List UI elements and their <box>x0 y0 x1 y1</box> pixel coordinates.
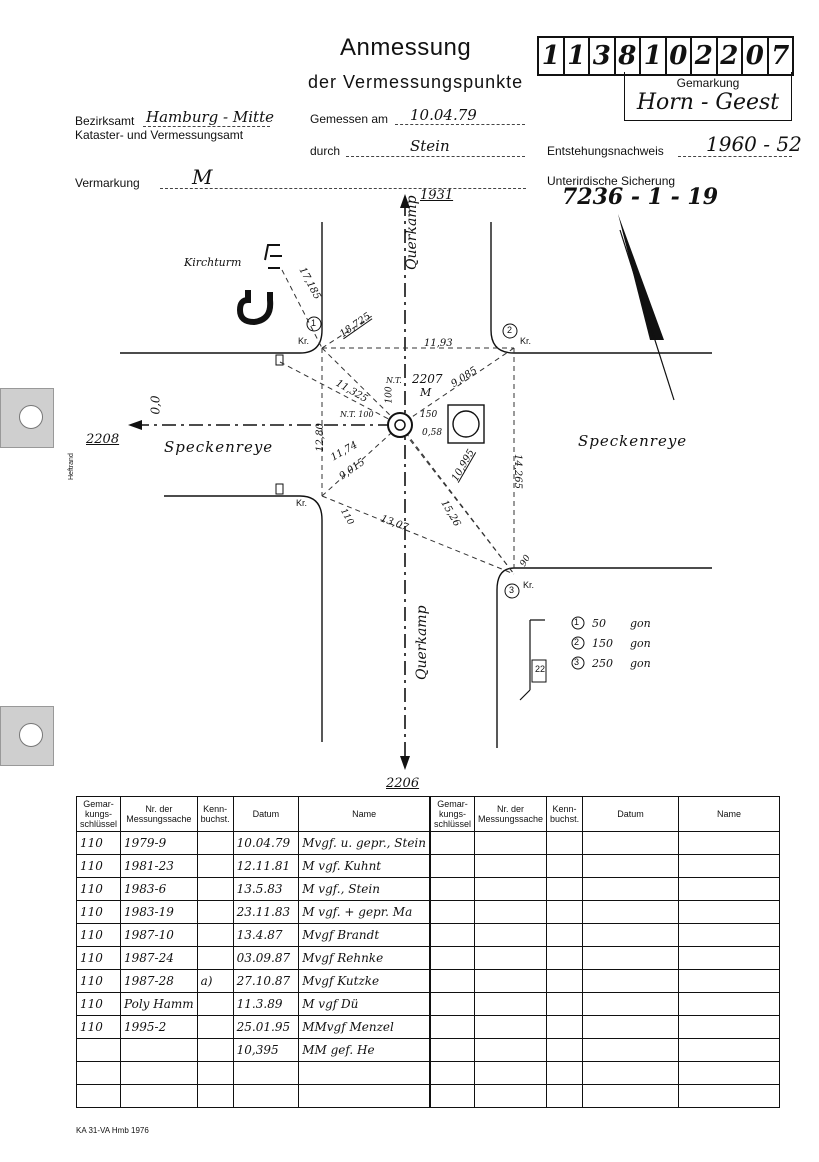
table-header-row <box>77 797 430 832</box>
corner-number-2: 2 <box>507 325 513 335</box>
table-row <box>431 1085 780 1108</box>
table-cell <box>679 924 780 947</box>
table-cell: 03.09.87 <box>233 947 299 970</box>
legend-value-3: 250 <box>592 657 613 670</box>
table-row <box>77 924 430 947</box>
table-header-row <box>431 797 780 832</box>
corner-label-2: Kr. <box>520 336 532 346</box>
measurement: 14,265 <box>512 454 523 489</box>
table-cell <box>197 1016 233 1039</box>
table-row <box>431 970 780 993</box>
measurement: 90 <box>518 553 533 569</box>
col-header: Nr. der Messungssache <box>475 797 547 832</box>
measurement: 9,015 <box>337 456 368 483</box>
corner-label-sw: Kr. <box>296 498 308 508</box>
gemessen-value: 10.04.79 <box>410 106 477 124</box>
table-cell <box>679 832 780 855</box>
table-cell <box>475 924 547 947</box>
col-header: Name <box>679 797 780 832</box>
table-cell <box>679 970 780 993</box>
table-cell: 1981-23 <box>121 855 198 878</box>
table-cell: 1987-28 <box>121 970 198 993</box>
table-cell: 110 <box>77 901 121 924</box>
measurement: 11,325 <box>333 377 370 406</box>
north-arrow <box>618 214 664 340</box>
table-cell: MM gef. He <box>299 1039 430 1062</box>
col-header: Kenn-buchst. <box>197 797 233 832</box>
measurement: 100 <box>384 386 395 404</box>
legend-unit-3: gon <box>630 657 651 670</box>
measurement: 110 <box>337 507 356 527</box>
table-cell <box>583 1085 679 1108</box>
table-row <box>77 1085 430 1108</box>
table-cell: Mvgf. u. gepr., Stein <box>299 832 430 855</box>
table-row <box>431 924 780 947</box>
legend-num-2: 2 <box>574 637 580 647</box>
table-cell: 1979-9 <box>121 832 198 855</box>
curb-sw <box>164 496 322 742</box>
col-header: Datum <box>583 797 679 832</box>
table-row <box>77 993 430 1016</box>
vermarkung-label: Vermarkung <box>75 176 140 190</box>
survey-point-symbol <box>388 413 412 437</box>
table-row <box>77 1016 430 1039</box>
table-cell <box>431 1016 475 1039</box>
col-header: Gemar-kungs-schlüssel <box>431 797 475 832</box>
table-cell <box>583 947 679 970</box>
number-digit: 2 <box>718 38 744 74</box>
table-cell: 110 <box>77 832 121 855</box>
durch-label: durch <box>310 144 341 158</box>
table-cell <box>77 1039 121 1062</box>
table-cell: 1987-24 <box>121 947 198 970</box>
gemarkung-label: Gemarkung <box>676 76 740 90</box>
legend-unit-1: gon <box>630 617 651 630</box>
corner-number-1: 1 <box>311 318 317 328</box>
table-cell: 110 <box>77 878 121 901</box>
legend-num-3: 3 <box>574 657 580 667</box>
table-row <box>77 1039 430 1062</box>
table-cell <box>431 993 475 1016</box>
street-ns-north: Querkamp <box>404 195 420 270</box>
table-row <box>431 947 780 970</box>
corner-label-1: Kr. <box>298 336 310 346</box>
table-row <box>431 901 780 924</box>
arrow-west <box>128 420 142 430</box>
table-cell: 10,395 <box>233 1039 299 1062</box>
measurement: 150 <box>420 410 438 420</box>
margin-label: Heftrand <box>68 453 75 480</box>
table-cell <box>547 855 583 878</box>
table-cell <box>431 970 475 993</box>
table-cell <box>547 1062 583 1085</box>
table-cell <box>679 855 780 878</box>
table-cell <box>583 832 679 855</box>
table-cell <box>583 901 679 924</box>
gemarkung-value: Horn - Geest <box>636 90 780 115</box>
measurement: 0,58 <box>422 428 443 438</box>
table-cell <box>475 878 547 901</box>
table-row <box>77 1062 430 1085</box>
table-cell <box>197 878 233 901</box>
table-row <box>77 855 430 878</box>
table-cell: Poly Hamm <box>121 993 198 1016</box>
table-cell: 13.5.83 <box>233 878 299 901</box>
table-cell <box>583 924 679 947</box>
vermarkung-value: M <box>192 165 213 189</box>
table-row <box>431 1039 780 1062</box>
table-cell: 11.3.89 <box>233 993 299 1016</box>
records-table-left <box>76 796 430 1108</box>
table-cell <box>233 1062 299 1085</box>
table-cell <box>431 1062 475 1085</box>
table-row <box>77 878 430 901</box>
table-cell <box>475 993 547 1016</box>
table-cell <box>197 924 233 947</box>
table-cell <box>197 1085 233 1108</box>
point-id: 2207 <box>412 372 443 386</box>
table-cell <box>547 901 583 924</box>
table-cell <box>547 1016 583 1039</box>
arrow-south <box>400 756 410 770</box>
measurement: N.T. <box>386 376 402 385</box>
table-cell <box>121 1039 198 1062</box>
entstehung-label: Entstehungsnachweis <box>547 144 664 158</box>
table-cell <box>679 947 780 970</box>
table-cell: 110 <box>77 924 121 947</box>
table-cell <box>475 901 547 924</box>
number-digit: 1 <box>565 38 591 74</box>
table-cell: M vgf Dü <box>299 993 430 1016</box>
west-ref: 2208 <box>86 432 120 447</box>
table-cell <box>431 855 475 878</box>
table-cell <box>679 1085 780 1108</box>
table-cell <box>197 832 233 855</box>
church-label: Kirchturm <box>184 256 242 269</box>
table-cell <box>475 970 547 993</box>
table-cell: a) <box>197 970 233 993</box>
corner-number-3: 3 <box>509 585 515 595</box>
table-cell: Mvgf Brandt <box>299 924 430 947</box>
table-cell <box>583 1062 679 1085</box>
table-cell: Mvgf Kutzke <box>299 970 430 993</box>
table-cell <box>299 1062 430 1085</box>
table-cell <box>547 970 583 993</box>
table-cell <box>475 947 547 970</box>
table-row <box>431 832 780 855</box>
table-cell <box>547 1085 583 1108</box>
table-cell <box>547 878 583 901</box>
number-digit: 8 <box>616 38 642 74</box>
measurement: 12,80 <box>314 423 326 452</box>
gemessen-label: Gemessen am <box>310 112 389 126</box>
measurement: 17,185 <box>296 265 323 302</box>
entstehung-value: 1960 - 52 <box>706 132 802 156</box>
table-cell <box>475 1062 547 1085</box>
west-angle: 0,0 <box>148 395 163 415</box>
bezirksamt-label: Bezirksamt <box>75 114 135 128</box>
curb-ne <box>491 222 712 353</box>
table-cell <box>547 832 583 855</box>
measurement: 11,74 <box>329 439 360 464</box>
table-cell <box>431 924 475 947</box>
table-cell <box>547 924 583 947</box>
number-digit: 1 <box>539 38 565 74</box>
table-row <box>431 878 780 901</box>
table-cell <box>679 878 780 901</box>
street-ew-west: Speckenreye <box>164 438 274 456</box>
form-footer: KA 31-VA Hmb 1976 <box>76 1126 149 1135</box>
table-cell <box>431 901 475 924</box>
table-cell: 110 <box>77 947 121 970</box>
table-cell <box>583 1016 679 1039</box>
table-cell <box>431 832 475 855</box>
number-digit: 3 <box>590 38 616 74</box>
page-subtitle: der Vermessungspunkte <box>308 72 524 92</box>
col-header: Kenn-buchst. <box>547 797 583 832</box>
table-cell <box>77 1085 121 1108</box>
table-row <box>77 901 430 924</box>
table-cell <box>583 1039 679 1062</box>
number-digit: 1 <box>641 38 667 74</box>
table-cell: 1983-19 <box>121 901 198 924</box>
table-cell <box>233 1085 299 1108</box>
table-cell: 1987-10 <box>121 924 198 947</box>
legend-num-1: 1 <box>574 617 580 627</box>
records-table-right <box>430 796 780 1108</box>
table-cell: 10.04.79 <box>233 832 299 855</box>
south-ref: 2206 <box>386 776 420 791</box>
table-cell <box>679 901 780 924</box>
measurement: 13,07 <box>378 513 410 534</box>
table-cell <box>197 1062 233 1085</box>
table-cell <box>475 1016 547 1039</box>
table-cell <box>299 1085 430 1108</box>
table-cell: 110 <box>77 1016 121 1039</box>
table-cell: 110 <box>77 993 121 1016</box>
table-row <box>431 1016 780 1039</box>
durch-value: Stein <box>410 137 450 155</box>
sicherung-value: 7236 - 1 - 19 <box>562 184 719 210</box>
street-ns-south: Querkamp <box>414 605 430 680</box>
corner-label-3: Kr. <box>523 580 535 590</box>
table-cell <box>197 901 233 924</box>
kataster-label: Kataster- und Vermessungsamt <box>75 128 244 142</box>
table-cell <box>679 993 780 1016</box>
bezirksamt-value: Hamburg - Mitte <box>146 108 274 126</box>
table-cell <box>197 947 233 970</box>
table-row <box>431 855 780 878</box>
measurement: 18,725 <box>338 310 373 341</box>
page-title: Anmessung <box>340 34 472 61</box>
table-cell: 13.4.87 <box>233 924 299 947</box>
table-cell <box>197 855 233 878</box>
number-digit: 0 <box>667 38 693 74</box>
table-cell <box>77 1062 121 1085</box>
number-digit: 2 <box>692 38 718 74</box>
table-cell <box>547 1039 583 1062</box>
table-cell <box>583 855 679 878</box>
sicherung-label: Unterirdische Sicherung <box>547 174 676 188</box>
table-cell: M vgf. Kuhnt <box>299 855 430 878</box>
table-cell <box>197 1039 233 1062</box>
legend-unit-2: gon <box>630 637 651 650</box>
measurement: 10,995 <box>449 447 478 484</box>
table-cell <box>431 878 475 901</box>
table-row <box>431 1062 780 1085</box>
curb-nw <box>120 222 322 353</box>
street-ew-east: Speckenreye <box>578 432 688 450</box>
small-mark: 22 <box>535 664 546 674</box>
table-cell <box>475 832 547 855</box>
table-cell: 1995-2 <box>121 1016 198 1039</box>
table-cell: 110 <box>77 970 121 993</box>
table-cell <box>547 947 583 970</box>
col-header: Datum <box>233 797 299 832</box>
table-cell <box>547 993 583 1016</box>
table-cell <box>475 1085 547 1108</box>
table-cell: 27.10.87 <box>233 970 299 993</box>
measurement: 15,26 <box>438 498 463 529</box>
table-row <box>77 970 430 993</box>
table-row <box>77 947 430 970</box>
table-cell: 110 <box>77 855 121 878</box>
north-ref: 1931 <box>420 188 454 203</box>
table-cell <box>121 1085 198 1108</box>
measurement: 11,93 <box>424 338 453 349</box>
table-cell <box>475 1039 547 1062</box>
table-cell: Mvgf Rehnke <box>299 947 430 970</box>
col-header: Name <box>299 797 430 832</box>
measurement: N.T. 100 <box>340 410 374 419</box>
table-cell: M vgf., Stein <box>299 878 430 901</box>
number-digit: 0 <box>743 38 769 74</box>
legend-value-1: 50 <box>592 617 606 630</box>
table-cell <box>475 855 547 878</box>
table-cell <box>679 1039 780 1062</box>
table-cell <box>197 993 233 1016</box>
table-cell <box>679 1016 780 1039</box>
table-cell <box>431 1039 475 1062</box>
table-row <box>77 832 430 855</box>
table-cell <box>583 878 679 901</box>
table-cell <box>679 1062 780 1085</box>
table-cell: 1983-6 <box>121 878 198 901</box>
legend-value-2: 150 <box>592 637 613 650</box>
table-cell: 25.01.95 <box>233 1016 299 1039</box>
table-cell <box>431 1085 475 1108</box>
table-cell <box>431 947 475 970</box>
col-header: Gemar-kungs-schlüssel <box>77 797 121 832</box>
table-row <box>431 993 780 1016</box>
table-cell: 23.11.83 <box>233 901 299 924</box>
table-cell: MMvgf Menzel <box>299 1016 430 1039</box>
table-cell <box>121 1062 198 1085</box>
col-header: Nr. der Messungssache <box>121 797 198 832</box>
table-cell <box>583 970 679 993</box>
number-digit: 7 <box>771 41 790 71</box>
table-cell: M vgf. + gepr. Ma <box>299 901 430 924</box>
measurement: 9,085 <box>449 365 480 390</box>
point-mark: M <box>420 386 432 399</box>
table-cell: 12.11.81 <box>233 855 299 878</box>
table-cell <box>583 993 679 1016</box>
